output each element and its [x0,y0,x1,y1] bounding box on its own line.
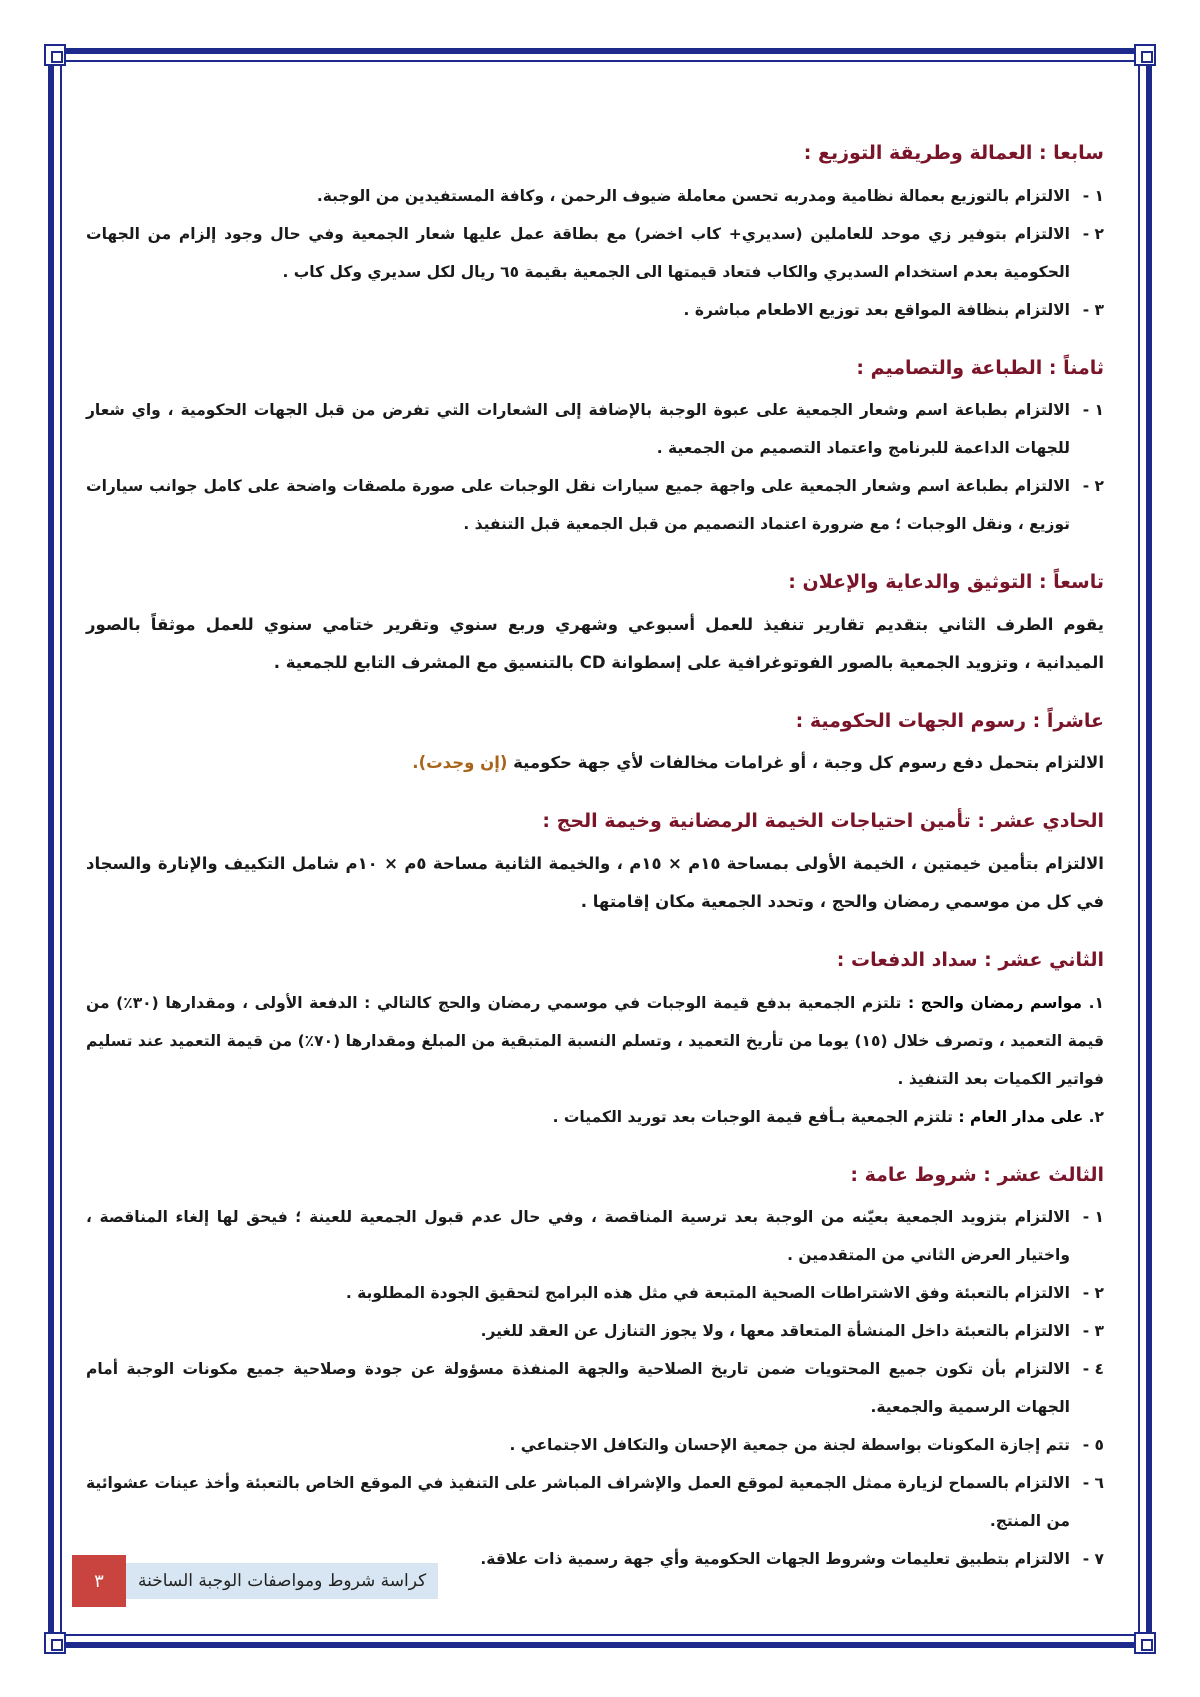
item-text: الالتزام بأن تكون جميع المحتويات ضمن تاريخ الصلاحية والجهة المنفذة مسؤولة عن جودة وصلاحية جميع مكونات الوجبة أمام الجهات الرسمية والجمعية. [86,1360,1070,1417]
page-number: ٣ [72,1555,126,1607]
section-paragraph [86,744,1104,782]
item-label: مواسم رمضان والحج : [907,993,1082,1012]
item-number: ٣ - [1082,1322,1104,1341]
item-text: تلتزم الجمعية بـأفع قيمة الوجبات بعد توريد الكميات . [552,1107,953,1126]
item-text: الالتزام بالسماح لزيارة ممثل الجمعية لموقع العمل والإشراف المباشر على التنفيذ في الموقع الخاص بالتعبئة وأخذ عينات عشوائية من المنتج. [86,1474,1070,1531]
list-item [86,1350,1104,1426]
item-number: ١ - [1082,1208,1104,1227]
section-tents [86,808,1104,921]
section-paragraph: يقوم الطرف الثاني بتقديم تقارير تنفيذ للعمل أسبوعي وشهري وربع سنوي وتقرير ختامي سنوي للعمل موثقاً بالصور الميدانية ، وتزويد الجمعية بالصور الفوتوغرافية على إسطوانة CD بالتنسيق مع المشرف التابع للجمعية . [86,614,1104,672]
item-number: ٢. [1088,1107,1104,1126]
item-number: ١. [1088,993,1104,1012]
section-heading: الحادي عشر : تأمين احتياجات الخيمة الرمضانية وخيمة الحج : [542,810,1104,833]
item-number: ٢ - [1082,1284,1104,1303]
item-label: على مدار العام : [958,1107,1084,1126]
item-number: ٦ - [1082,1474,1104,1493]
list-item [86,1274,1104,1312]
section-heading: سابعا : العمالة وطريقة التوزيع : [803,142,1104,164]
item-text: تلتزم الجمعية بدفع قيمة الوجبات في موسمي رمضان والحج كالتالي : الدفعة الأولى ، ومقدارها (٣٠٪) من قيمة التعميد ، وتصرف خلال (١٥) يوما من تأريخ التعميد ، وتسلم النسبة المتبقية من المبلغ ومقدارها (٧٠٪) من قيمة التعميد عند تسليم فواتير الكميات بعد التنفيذ . [86,993,1104,1088]
item-text: الالتزام بطباعة اسم وشعار الجمعية على عبوة الوجبة بالإضافة إلى الشعارات التي تفرض من قبل الجهات الحكومية ، واي شعار للجهات الداعمة للبرنامج واعتماد التصميم من الجمعية . [86,401,1070,458]
list-item [86,391,1104,467]
footer-title: كراسة شروط ومواصفات الوجبة الساخنة [126,1563,438,1599]
item-text: الالتزام بتزويد الجمعية بعيّنه من الوجبة بعد ترسية المناقصة ، وفي حال عدم قبول الجمعية للعينة ؛ فيحق لها إلغاء المناقصة ، واختيار العرض الثاني من المتقدمين . [86,1208,1070,1265]
item-number: ٣ - [1082,300,1104,319]
paragraph-note: (إن وجدت). [412,753,508,773]
item-text: الالتزام بتطبيق تعليمات وشروط الجهات الحكومية وأي جهة رسمية ذات علاقة. [480,1550,1070,1569]
item-number: ١ - [1082,401,1104,420]
paragraph-text: الالتزام بتحمل دفع رسوم كل وجبة ، أو غرامات مخالفات لأي جهة حكومية [513,753,1104,773]
section-government-fees [86,708,1104,783]
list-item [86,1312,1104,1350]
item-number: ٢ - [1082,224,1104,243]
section-heading: الثالث عشر : شروط عامة : [850,1163,1104,1186]
item-text: الالتزام بالتعبئة وفق الاشتراطات الصحية المتبعة في مثل هذه البرامج لتحقيق الجودة المطلوبة . [345,1284,1070,1303]
section-payments [86,947,1104,1136]
item-text: الالتزام بالتعبئة داخل المنشأة المتعاقد معها ، ولا يجوز التنازل عن العقد للغير. [480,1322,1070,1341]
corner-ornament-bottom-right [1134,1632,1156,1654]
section-documentation-advertising [86,569,1104,682]
item-number: ٢ - [1082,477,1104,496]
item-number: ٤ - [1082,1360,1104,1379]
section-paragraph: الالتزام بتأمين خيمتين ، الخيمة الأولى بمساحة ١٥م × ١٥م ، والخيمة الثانية مساحة ٥م × ١٠م شامل التكييف والإنارة والسجاد في كل من موسمي رمضان والحج ، وتحدد الجمعية مكان إقامتها . [86,853,1104,911]
page-footer [72,1555,452,1607]
list-item [86,291,1104,329]
section-printing-designs [86,355,1104,544]
item-text: الالتزام بنظافة المواقع بعد توزيع الاطعام مباشرة . [683,300,1070,319]
item-text: تتم إجازة المكونات بواسطة لجنة من جمعية الإحسان والتكافل الاجتماعي . [509,1436,1070,1455]
list-item [86,1426,1104,1464]
corner-ornament-bottom-left [44,1632,66,1654]
list-item [86,177,1104,215]
item-text: الالتزام بتوفير زي موحد للعاملين (سديري+ كاب اخضر) مع بطاقة عمل عليها شعار الجمعية وفي حال وجود إلزام من الجهات الحكومية بعدم استخدام السديري والكاب فتعاد قيمتها الى الجمعية بقيمة ٦٥ ريال لكل سديري وكل كاب . [86,224,1070,281]
item-number: ٥ - [1082,1436,1104,1455]
list-item [86,984,1104,1098]
item-text: الالتزام بالتوزيع بعمالة نظامية ومدربه تحسن معاملة ضيوف الرحمن ، وكافة المستفيدين من الوجبة. [316,186,1070,205]
section-labor-distribution [86,140,1104,329]
document-body [86,140,1104,1569]
section-heading: ثامناً : الطباعة والتصاميم : [856,356,1104,379]
section-heading: عاشراً : رسوم الجهات الحكومية : [795,709,1104,732]
list-item [86,1464,1104,1540]
list-item [86,1098,1104,1136]
section-heading: تاسعاً : التوثيق والدعاية والإعلان : [788,571,1104,594]
list-item [86,215,1104,291]
list-item [86,467,1104,543]
corner-ornament-top-right [1134,44,1156,66]
corner-ornament-top-left [44,44,66,66]
item-number: ١ - [1082,186,1104,205]
item-number: ٧ - [1082,1550,1104,1569]
section-general-terms [86,1162,1104,1579]
item-text: الالتزام بطباعة اسم وشعار الجمعية على واجهة جميع سيارات نقل الوجبات على صورة ملصقات واضحة على كامل جوانب سيارات توزيع ، ونقل الوجبات ؛ مع ضرورة اعتماد التصميم من قبل الجمعية قبل التنفيذ . [86,477,1070,534]
section-heading: الثاني عشر : سداد الدفعات : [836,948,1104,971]
list-item [86,1198,1104,1274]
